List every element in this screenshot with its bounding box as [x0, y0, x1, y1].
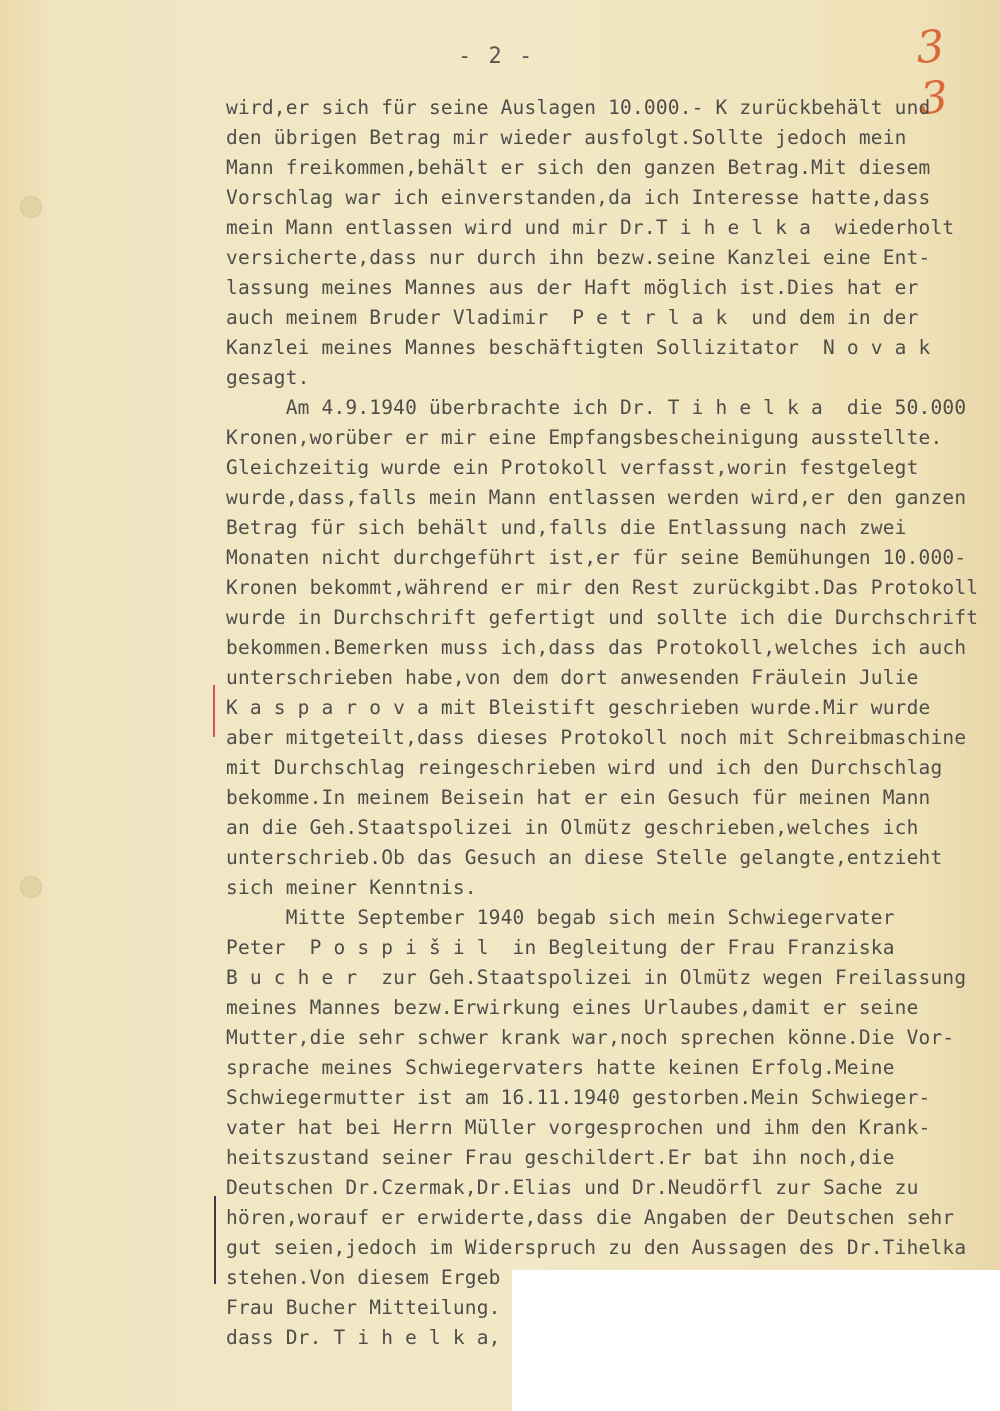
- text-line: Peter P o s p i š i l in Begleitung der Frau Franziska: [226, 936, 895, 959]
- handwritten-page-number: 3 3: [914, 20, 956, 125]
- margin-mark-red: [213, 685, 215, 737]
- text-line: Vorschlag war ich einverstanden,da ich Interesse hatte,dass: [226, 186, 931, 209]
- text-line: gut seien,jedoch im Widerspruch zu den Aussagen des Dr.Tihelka: [226, 1236, 967, 1259]
- text-line: Gleichzeitig wurde ein Protokoll verfasst,worin festgelegt: [226, 456, 919, 479]
- text-line: dass Dr. T i h e l k a,: [226, 1326, 501, 1349]
- text-line: versicherte,dass nur durch ihn bezw.seine Kanzlei eine Ent-: [226, 246, 931, 269]
- text-line: wurde in Durchschrift gefertigt und sollte ich die Durchschrift: [226, 606, 979, 629]
- text-line: Kronen bekommt,während er mir den Rest zurückgibt.Das Protokoll: [226, 576, 979, 599]
- text-line: lassung meines Mannes aus der Haft möglich ist.Dies hat er: [226, 276, 919, 299]
- text-line: sprache meines Schwiegervaters hatte keinen Erfolg.Meine: [226, 1056, 895, 1079]
- text-line: vater hat bei Herrn Müller vorgesprochen und ihm den Krank-: [226, 1116, 931, 1139]
- text-line: gesagt.: [226, 366, 310, 389]
- text-line: Mitte September 1940 begab sich mein Schwiegervater: [226, 906, 895, 929]
- page-number: - 2 -: [458, 44, 535, 69]
- text-line: Frau Bucher Mitteilung.: [226, 1296, 501, 1319]
- text-line: Mann freikommen,behält er sich den ganzen Betrag.Mit diesem: [226, 156, 931, 179]
- text-line: bekomme.In meinem Beisein hat er ein Gesuch für meinen Mann: [226, 786, 931, 809]
- punch-hole: [20, 196, 42, 218]
- text-line: K a s p a r o v a mit Bleistift geschrieben wurde.Mir wurde: [226, 696, 931, 719]
- text-line: unterschrieb.Ob das Gesuch an diese Stelle gelangte,entzieht: [226, 846, 943, 869]
- text-line: Am 4.9.1940 überbrachte ich Dr. T i h e l k a die 50.000: [226, 396, 967, 419]
- text-line: bekommen.Bemerken muss ich,dass das Protokoll,welches ich auch: [226, 636, 967, 659]
- text-line: Betrag für sich behält und,falls die Entlassung nach zwei: [226, 516, 907, 539]
- text-line: an die Geh.Staatspolizei in Olmütz geschrieben,welches ich: [226, 816, 919, 839]
- text-line: unterschrieben habe,von dem dort anwesenden Fräulein Julie: [226, 666, 919, 689]
- text-line: mein Mann entlassen wird und mir Dr.T i h e l k a wiederholt: [226, 216, 955, 239]
- text-line: stehen.Von diesem Ergeb: [226, 1266, 501, 1289]
- punch-hole: [20, 876, 42, 898]
- text-line: Mutter,die sehr schwer krank war,noch sprechen könne.Die Vor-: [226, 1026, 955, 1049]
- text-line: hören,worauf er erwiderte,dass die Angaben der Deutschen sehr: [226, 1206, 955, 1229]
- text-line: auch meinem Bruder Vladimir P e t r l a k und dem in der: [226, 306, 919, 329]
- text-line: heitszustand seiner Frau geschildert.Er bat ihn noch,die: [226, 1146, 895, 1169]
- text-line: aber mitgeteilt,dass dieses Protokoll noch mit Schreibmaschine: [226, 726, 967, 749]
- text-line: meines Mannes bezw.Erwirkung eines Urlaubes,damit er seine: [226, 996, 919, 1019]
- text-line: Schwiegermutter ist am 16.11.1940 gestorben.Mein Schwieger-: [226, 1086, 931, 1109]
- margin-mark-dark: [214, 1196, 216, 1284]
- text-line: wurde,dass,falls mein Mann entlassen werden wird,er den ganzen: [226, 486, 967, 509]
- text-line: den übrigen Betrag mir wieder ausfolgt.Sollte jedoch mein: [226, 126, 907, 149]
- text-line: mit Durchschlag reingeschrieben wird und ich den Durchschlag: [226, 756, 943, 779]
- text-line: Kronen,worüber er mir eine Empfangsbescheinigung ausstellte.: [226, 426, 943, 449]
- text-line: B u c h e r zur Geh.Staatspolizei in Olmütz wegen Freilassung: [226, 966, 967, 989]
- text-line: sich meiner Kenntnis.: [226, 876, 477, 899]
- text-line: wird,er sich für seine Auslagen 10.000.- K zurückbehält und: [226, 96, 931, 119]
- text-line: Deutschen Dr.Czermak,Dr.Elias und Dr.Neudörfl zur Sache zu: [226, 1176, 919, 1199]
- redaction-block: [512, 1270, 1000, 1411]
- text-line: Kanzlei meines Mannes beschäftigten Sollizitator N o v a k: [226, 336, 931, 359]
- text-line: Monaten nicht durchgeführt ist,er für seine Bemühungen 10.000-: [226, 546, 967, 569]
